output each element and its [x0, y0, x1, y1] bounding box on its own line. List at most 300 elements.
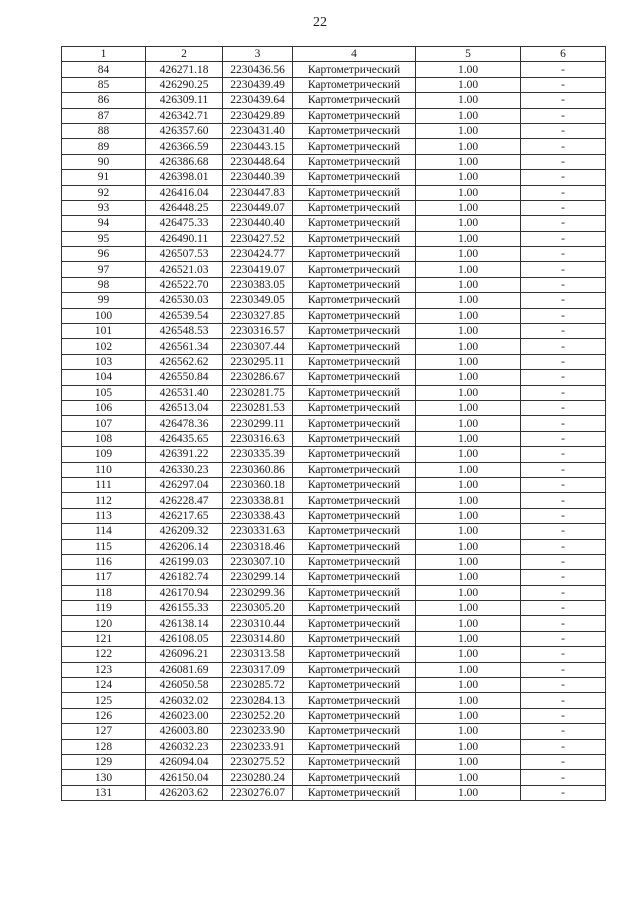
y-coordinate-cell: 2230252.20	[223, 708, 293, 723]
point-number-cell: 126	[62, 708, 146, 723]
y-coordinate-cell: 2230280.24	[223, 770, 293, 785]
description-cell: -	[521, 277, 606, 292]
description-cell: -	[521, 539, 606, 554]
header-cell-accuracy: 5	[416, 47, 521, 62]
accuracy-cell: 1.00	[416, 662, 521, 677]
point-number-cell: 113	[62, 508, 146, 523]
accuracy-cell: 1.00	[416, 185, 521, 200]
table-row	[62, 200, 606, 215]
description-cell: -	[521, 77, 606, 92]
accuracy-cell: 1.00	[416, 785, 521, 800]
x-coordinate-cell: 426478.36	[146, 416, 223, 431]
accuracy-cell: 1.00	[416, 154, 521, 169]
y-coordinate-cell: 2230383.05	[223, 277, 293, 292]
accuracy-cell: 1.00	[416, 308, 521, 323]
point-number-cell: 120	[62, 616, 146, 631]
accuracy-cell: 1.00	[416, 216, 521, 231]
method-cell: Картометрический	[293, 216, 416, 231]
description-cell: -	[521, 385, 606, 400]
y-coordinate-cell: 2230284.13	[223, 693, 293, 708]
table-row	[62, 93, 606, 108]
method-cell: Картометрический	[293, 570, 416, 585]
y-coordinate-cell: 2230307.10	[223, 554, 293, 569]
description-cell: -	[521, 185, 606, 200]
y-coordinate-cell: 2230314.80	[223, 631, 293, 646]
x-coordinate-cell: 426475.33	[146, 216, 223, 231]
accuracy-cell: 1.00	[416, 324, 521, 339]
y-coordinate-cell: 2230338.81	[223, 493, 293, 508]
method-cell: Картометрический	[293, 585, 416, 600]
method-cell: Картометрический	[293, 754, 416, 769]
x-coordinate-cell: 426521.03	[146, 262, 223, 277]
x-coordinate-cell: 426357.60	[146, 123, 223, 138]
table-row	[62, 385, 606, 400]
y-coordinate-cell: 2230440.39	[223, 170, 293, 185]
x-coordinate-cell: 426342.71	[146, 108, 223, 123]
table-body	[62, 62, 606, 801]
accuracy-cell: 1.00	[416, 339, 521, 354]
x-coordinate-cell: 426366.59	[146, 139, 223, 154]
description-cell: -	[521, 262, 606, 277]
method-cell: Картометрический	[293, 631, 416, 646]
method-cell: Картометрический	[293, 739, 416, 754]
x-coordinate-cell: 426209.32	[146, 524, 223, 539]
y-coordinate-cell: 2230233.91	[223, 739, 293, 754]
accuracy-cell: 1.00	[416, 170, 521, 185]
y-coordinate-cell: 2230299.36	[223, 585, 293, 600]
accuracy-cell: 1.00	[416, 585, 521, 600]
x-coordinate-cell: 426032.23	[146, 739, 223, 754]
x-coordinate-cell: 426391.22	[146, 447, 223, 462]
accuracy-cell: 1.00	[416, 293, 521, 308]
x-coordinate-cell: 426386.68	[146, 154, 223, 169]
table-row	[62, 324, 606, 339]
description-cell: -	[521, 477, 606, 492]
description-cell: -	[521, 493, 606, 508]
method-cell: Картометрический	[293, 662, 416, 677]
description-cell: -	[521, 770, 606, 785]
method-cell: Картометрический	[293, 431, 416, 446]
method-cell: Картометрический	[293, 770, 416, 785]
table-row	[62, 431, 606, 446]
accuracy-cell: 1.00	[416, 708, 521, 723]
y-coordinate-cell: 2230318.46	[223, 539, 293, 554]
y-coordinate-cell: 2230431.40	[223, 123, 293, 138]
x-coordinate-cell: 426448.25	[146, 200, 223, 215]
table-row	[62, 493, 606, 508]
y-coordinate-cell: 2230305.20	[223, 601, 293, 616]
y-coordinate-cell: 2230316.57	[223, 324, 293, 339]
table-row	[62, 570, 606, 585]
accuracy-cell: 1.00	[416, 554, 521, 569]
accuracy-cell: 1.00	[416, 262, 521, 277]
table-row	[62, 277, 606, 292]
x-coordinate-cell: 426290.25	[146, 77, 223, 92]
description-cell: -	[521, 108, 606, 123]
accuracy-cell: 1.00	[416, 62, 521, 77]
y-coordinate-cell: 2230295.11	[223, 354, 293, 369]
x-coordinate-cell: 426206.14	[146, 539, 223, 554]
y-coordinate-cell: 2230349.05	[223, 293, 293, 308]
y-coordinate-cell: 2230299.11	[223, 416, 293, 431]
table-row	[62, 123, 606, 138]
point-number-cell: 129	[62, 754, 146, 769]
point-number-cell: 115	[62, 539, 146, 554]
table-row	[62, 708, 606, 723]
accuracy-cell: 1.00	[416, 277, 521, 292]
description-cell: -	[521, 431, 606, 446]
accuracy-cell: 1.00	[416, 647, 521, 662]
method-cell: Картометрический	[293, 77, 416, 92]
method-cell: Картометрический	[293, 447, 416, 462]
point-number-cell: 106	[62, 400, 146, 415]
table-row	[62, 554, 606, 569]
table-row	[62, 154, 606, 169]
x-coordinate-cell: 426032.02	[146, 693, 223, 708]
table-row	[62, 354, 606, 369]
description-cell: -	[521, 724, 606, 739]
y-coordinate-cell: 2230316.63	[223, 431, 293, 446]
description-cell: -	[521, 231, 606, 246]
table-row	[62, 400, 606, 415]
x-coordinate-cell: 426217.65	[146, 508, 223, 523]
x-coordinate-cell: 426548.53	[146, 324, 223, 339]
method-cell: Картометрический	[293, 724, 416, 739]
y-coordinate-cell: 2230443.15	[223, 139, 293, 154]
point-number-cell: 84	[62, 62, 146, 77]
x-coordinate-cell: 426155.33	[146, 601, 223, 616]
point-number-cell: 108	[62, 431, 146, 446]
table-row	[62, 62, 606, 77]
x-coordinate-cell: 426297.04	[146, 477, 223, 492]
table-row	[62, 785, 606, 800]
accuracy-cell: 1.00	[416, 77, 521, 92]
point-number-cell: 100	[62, 308, 146, 323]
x-coordinate-cell: 426330.23	[146, 462, 223, 477]
table-row	[62, 216, 606, 231]
accuracy-cell: 1.00	[416, 416, 521, 431]
accuracy-cell: 1.00	[416, 493, 521, 508]
x-coordinate-cell: 426050.58	[146, 678, 223, 693]
table-row	[62, 647, 606, 662]
x-coordinate-cell: 426182.74	[146, 570, 223, 585]
description-cell: -	[521, 123, 606, 138]
point-number-cell: 89	[62, 139, 146, 154]
method-cell: Картометрический	[293, 554, 416, 569]
method-cell: Картометрический	[293, 462, 416, 477]
table-row	[62, 447, 606, 462]
accuracy-cell: 1.00	[416, 539, 521, 554]
description-cell: -	[521, 601, 606, 616]
accuracy-cell: 1.00	[416, 108, 521, 123]
y-coordinate-cell: 2230310.44	[223, 616, 293, 631]
point-number-cell: 103	[62, 354, 146, 369]
table-row	[62, 724, 606, 739]
point-number-cell: 95	[62, 231, 146, 246]
accuracy-cell: 1.00	[416, 724, 521, 739]
method-cell: Картометрический	[293, 693, 416, 708]
x-coordinate-cell: 426096.21	[146, 647, 223, 662]
point-number-cell: 124	[62, 678, 146, 693]
x-coordinate-cell: 426531.40	[146, 385, 223, 400]
description-cell: -	[521, 200, 606, 215]
description-cell: -	[521, 416, 606, 431]
description-cell: -	[521, 93, 606, 108]
point-number-cell: 127	[62, 724, 146, 739]
point-number-cell: 122	[62, 647, 146, 662]
accuracy-cell: 1.00	[416, 601, 521, 616]
point-number-cell: 93	[62, 200, 146, 215]
method-cell: Картометрический	[293, 708, 416, 723]
method-cell: Картометрический	[293, 370, 416, 385]
point-number-cell: 121	[62, 631, 146, 646]
x-coordinate-cell: 426539.54	[146, 308, 223, 323]
x-coordinate-cell: 426003.80	[146, 724, 223, 739]
y-coordinate-cell: 2230338.43	[223, 508, 293, 523]
method-cell: Картометрический	[293, 524, 416, 539]
method-cell: Картометрический	[293, 231, 416, 246]
method-cell: Картометрический	[293, 170, 416, 185]
accuracy-cell: 1.00	[416, 354, 521, 369]
accuracy-cell: 1.00	[416, 93, 521, 108]
method-cell: Картометрический	[293, 62, 416, 77]
point-number-cell: 118	[62, 585, 146, 600]
x-coordinate-cell: 426138.14	[146, 616, 223, 631]
y-coordinate-cell: 2230275.52	[223, 754, 293, 769]
table-row	[62, 185, 606, 200]
table-row	[62, 308, 606, 323]
table-row	[62, 231, 606, 246]
point-number-cell: 102	[62, 339, 146, 354]
method-cell: Картометрический	[293, 416, 416, 431]
table-row	[62, 247, 606, 262]
y-coordinate-cell: 2230360.86	[223, 462, 293, 477]
method-cell: Картометрический	[293, 785, 416, 800]
point-number-cell: 97	[62, 262, 146, 277]
point-number-cell: 112	[62, 493, 146, 508]
description-cell: -	[521, 631, 606, 646]
description-cell: -	[521, 154, 606, 169]
table-row	[62, 539, 606, 554]
x-coordinate-cell: 426309.11	[146, 93, 223, 108]
description-cell: -	[521, 754, 606, 769]
y-coordinate-cell: 2230285.72	[223, 678, 293, 693]
method-cell: Картометрический	[293, 139, 416, 154]
description-cell: -	[521, 508, 606, 523]
table-row	[62, 170, 606, 185]
x-coordinate-cell: 426490.11	[146, 231, 223, 246]
table-row	[62, 770, 606, 785]
accuracy-cell: 1.00	[416, 370, 521, 385]
method-cell: Картометрический	[293, 385, 416, 400]
description-cell: -	[521, 216, 606, 231]
y-coordinate-cell: 2230360.18	[223, 477, 293, 492]
point-number-cell: 128	[62, 739, 146, 754]
x-coordinate-cell: 426507.53	[146, 247, 223, 262]
description-cell: -	[521, 293, 606, 308]
point-number-cell: 90	[62, 154, 146, 169]
description-cell: -	[521, 447, 606, 462]
accuracy-cell: 1.00	[416, 462, 521, 477]
description-cell: -	[521, 354, 606, 369]
x-coordinate-cell: 426150.04	[146, 770, 223, 785]
x-coordinate-cell: 426271.18	[146, 62, 223, 77]
accuracy-cell: 1.00	[416, 678, 521, 693]
table-row	[62, 678, 606, 693]
table-row	[62, 293, 606, 308]
method-cell: Картометрический	[293, 339, 416, 354]
table-row	[62, 631, 606, 646]
x-coordinate-cell: 426081.69	[146, 662, 223, 677]
table-row	[62, 139, 606, 154]
accuracy-cell: 1.00	[416, 247, 521, 262]
x-coordinate-cell: 426530.03	[146, 293, 223, 308]
method-cell: Картометрический	[293, 354, 416, 369]
y-coordinate-cell: 2230233.90	[223, 724, 293, 739]
accuracy-cell: 1.00	[416, 139, 521, 154]
description-cell: -	[521, 308, 606, 323]
y-coordinate-cell: 2230307.44	[223, 339, 293, 354]
point-number-cell: 104	[62, 370, 146, 385]
y-coordinate-cell: 2230299.14	[223, 570, 293, 585]
method-cell: Картометрический	[293, 308, 416, 323]
y-coordinate-cell: 2230449.07	[223, 200, 293, 215]
table-row	[62, 601, 606, 616]
method-cell: Картометрический	[293, 200, 416, 215]
method-cell: Картометрический	[293, 539, 416, 554]
y-coordinate-cell: 2230448.64	[223, 154, 293, 169]
description-cell: -	[521, 739, 606, 754]
method-cell: Картометрический	[293, 508, 416, 523]
table-row	[62, 477, 606, 492]
method-cell: Картометрический	[293, 277, 416, 292]
point-number-cell: 98	[62, 277, 146, 292]
y-coordinate-cell: 2230439.64	[223, 93, 293, 108]
accuracy-cell: 1.00	[416, 123, 521, 138]
table-row	[62, 524, 606, 539]
description-cell: -	[521, 170, 606, 185]
accuracy-cell: 1.00	[416, 616, 521, 631]
point-number-cell: 85	[62, 77, 146, 92]
description-cell: -	[521, 400, 606, 415]
table-row	[62, 262, 606, 277]
accuracy-cell: 1.00	[416, 477, 521, 492]
point-number-cell: 96	[62, 247, 146, 262]
table-row	[62, 616, 606, 631]
method-cell: Картометрический	[293, 123, 416, 138]
method-cell: Картометрический	[293, 185, 416, 200]
description-cell: -	[521, 62, 606, 77]
y-coordinate-cell: 2230276.07	[223, 785, 293, 800]
method-cell: Картометрический	[293, 247, 416, 262]
table-header-row	[62, 47, 606, 62]
header-cell-method: 4	[293, 47, 416, 62]
y-coordinate-cell: 2230331.63	[223, 524, 293, 539]
accuracy-cell: 1.00	[416, 385, 521, 400]
y-coordinate-cell: 2230447.83	[223, 185, 293, 200]
method-cell: Картометрический	[293, 108, 416, 123]
accuracy-cell: 1.00	[416, 231, 521, 246]
y-coordinate-cell: 2230335.39	[223, 447, 293, 462]
x-coordinate-cell: 426522.70	[146, 277, 223, 292]
method-cell: Картометрический	[293, 678, 416, 693]
point-number-cell: 130	[62, 770, 146, 785]
point-number-cell: 114	[62, 524, 146, 539]
x-coordinate-cell: 426228.47	[146, 493, 223, 508]
table-row	[62, 416, 606, 431]
point-number-cell: 119	[62, 601, 146, 616]
point-number-cell: 131	[62, 785, 146, 800]
x-coordinate-cell: 426199.03	[146, 554, 223, 569]
method-cell: Картометрический	[293, 647, 416, 662]
description-cell: -	[521, 324, 606, 339]
description-cell: -	[521, 708, 606, 723]
method-cell: Картометрический	[293, 262, 416, 277]
coordinates-table	[61, 46, 606, 801]
description-cell: -	[521, 585, 606, 600]
y-coordinate-cell: 2230281.53	[223, 400, 293, 415]
method-cell: Картометрический	[293, 493, 416, 508]
y-coordinate-cell: 2230436.56	[223, 62, 293, 77]
header-cell-y: 3	[223, 47, 293, 62]
method-cell: Картометрический	[293, 400, 416, 415]
point-number-cell: 86	[62, 93, 146, 108]
table-row	[62, 662, 606, 677]
x-coordinate-cell: 426023.00	[146, 708, 223, 723]
x-coordinate-cell: 426398.01	[146, 170, 223, 185]
accuracy-cell: 1.00	[416, 524, 521, 539]
method-cell: Картометрический	[293, 293, 416, 308]
x-coordinate-cell: 426108.05	[146, 631, 223, 646]
x-coordinate-cell: 426513.04	[146, 400, 223, 415]
y-coordinate-cell: 2230439.49	[223, 77, 293, 92]
accuracy-cell: 1.00	[416, 754, 521, 769]
y-coordinate-cell: 2230440.40	[223, 216, 293, 231]
table-row	[62, 739, 606, 754]
point-number-cell: 94	[62, 216, 146, 231]
y-coordinate-cell: 2230419.07	[223, 262, 293, 277]
accuracy-cell: 1.00	[416, 693, 521, 708]
description-cell: -	[521, 678, 606, 693]
description-cell: -	[521, 554, 606, 569]
accuracy-cell: 1.00	[416, 570, 521, 585]
point-number-cell: 110	[62, 462, 146, 477]
y-coordinate-cell: 2230286.67	[223, 370, 293, 385]
x-coordinate-cell: 426550.84	[146, 370, 223, 385]
description-cell: -	[521, 247, 606, 262]
x-coordinate-cell: 426094.04	[146, 754, 223, 769]
description-cell: -	[521, 462, 606, 477]
description-cell: -	[521, 785, 606, 800]
x-coordinate-cell: 426203.62	[146, 785, 223, 800]
description-cell: -	[521, 647, 606, 662]
table-row	[62, 108, 606, 123]
description-cell: -	[521, 570, 606, 585]
table-row	[62, 339, 606, 354]
header-cell-point-number: 1	[62, 47, 146, 62]
header-cell-x: 2	[146, 47, 223, 62]
accuracy-cell: 1.00	[416, 431, 521, 446]
method-cell: Картометрический	[293, 601, 416, 616]
point-number-cell: 99	[62, 293, 146, 308]
table-row	[62, 77, 606, 92]
description-cell: -	[521, 616, 606, 631]
point-number-cell: 111	[62, 477, 146, 492]
y-coordinate-cell: 2230429.89	[223, 108, 293, 123]
point-number-cell: 109	[62, 447, 146, 462]
x-coordinate-cell: 426435.65	[146, 431, 223, 446]
y-coordinate-cell: 2230427.52	[223, 231, 293, 246]
